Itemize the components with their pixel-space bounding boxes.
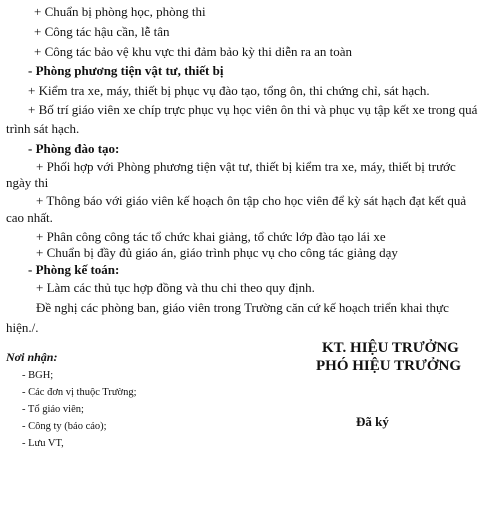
closing-line: hiện./. [6,320,39,335]
task-line-continued: cao nhất. [6,210,53,225]
section-heading: - Phòng phương tiện vật tư, thiết bị [28,63,224,78]
signed-note: Đã ký [356,414,389,429]
recipient-item: - Công ty (báo cáo); [22,421,107,432]
signature-subtitle: PHÓ HIỆU TRƯỞNG [316,358,462,374]
task-line: + Chuẩn bị phòng học, phòng thi [34,4,206,19]
recipient-item: - Các đơn vị thuộc Trường; [22,387,137,398]
task-line: + Phân công công tác tổ chức khai giảng, tổ chức lớp đào tạo lái xe [36,229,386,244]
task-line-continued: ngày thi [6,175,49,190]
recipient-item: - Lưu VT, [22,438,64,449]
signature-title: KT. HIỆU TRƯỞNG [322,340,459,356]
recipients-heading: Nơi nhận: [6,350,58,364]
task-line: + Thông báo với giáo viên kế hoạch ôn tập cho học viên để kỳ sát hạch đạt kết quả [36,193,467,208]
task-line: + Bố trí giáo viên xe chíp trực phục vụ học viên ôn thi và phục vụ tập kết xe trong quá [28,102,478,117]
recipient-item: - Tổ giáo viên; [22,404,84,415]
closing-line: Đề nghị các phòng ban, giáo viên trong Trường căn cứ kế hoạch triển khai thực [36,300,449,315]
section-heading: - Phòng kế toán: [28,262,120,277]
recipient-item: - BGH; [22,370,54,381]
task-line: + Công tác hậu cần, lễ tân [34,24,170,39]
task-line: + Chuẩn bị đầy đủ giáo án, giáo trình phục vụ cho công tác giảng dạy [36,245,398,260]
task-line: + Làm các thủ tục hợp đồng và thu chi theo quy định. [36,280,315,295]
task-line: + Kiểm tra xe, máy, thiết bị phục vụ đào tạo, tổng ôn, thi chứng chỉ, sát hạch. [28,83,430,98]
task-line-continued: trình sát hạch. [6,121,80,136]
task-line: + Phối hợp với Phòng phương tiện vật tư, thiết bị kiểm tra xe, máy, thiết bị trước [36,159,456,174]
task-line: + Công tác bảo vệ khu vực thi đảm bảo kỳ thi diễn ra an toàn [34,44,352,59]
section-heading: - Phòng đào tạo: [28,141,120,156]
